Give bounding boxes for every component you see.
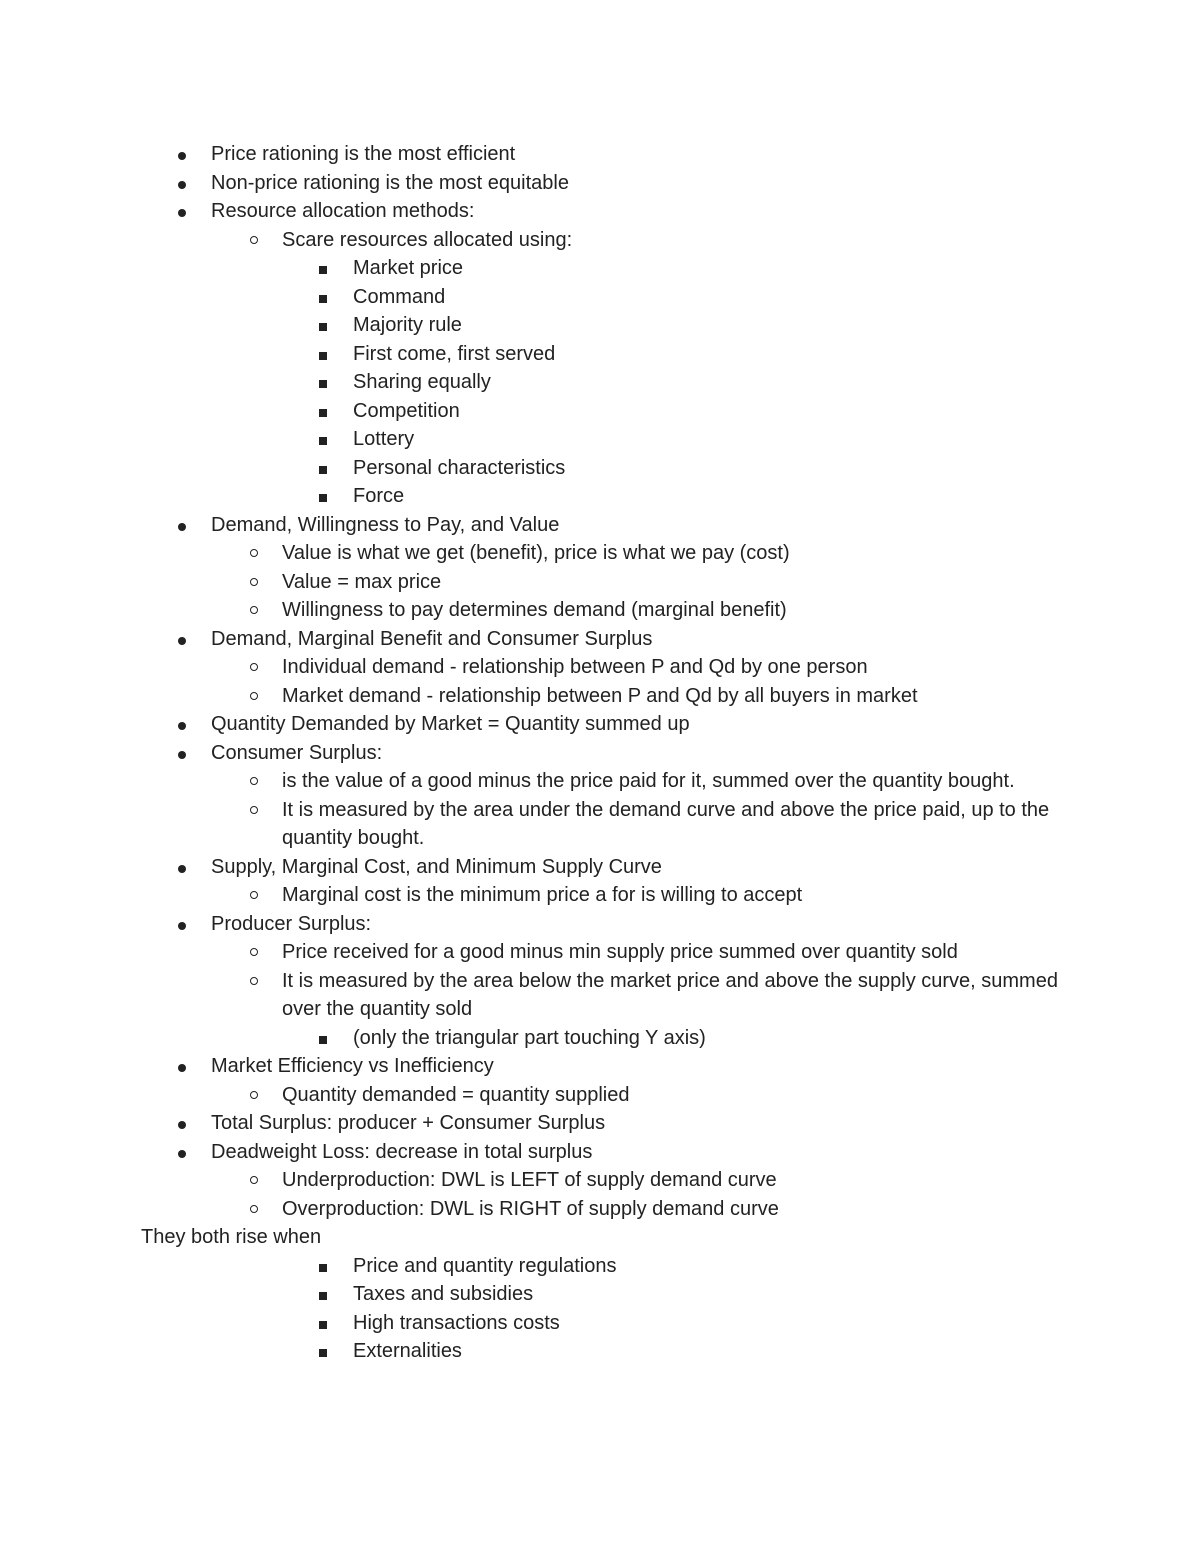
- list-item-text: Producer Surplus:: [211, 912, 372, 935]
- list-item-text: Underproduction: DWL is LEFT of supply demand curve: [282, 1169, 777, 1191]
- list-item-text: Resource allocation methods:: [211, 200, 475, 222]
- filled-circle-bullet-icon: [178, 637, 186, 645]
- list-item-level-2: [0, 796, 1200, 853]
- filled-circle-bullet-icon: [178, 865, 186, 873]
- list-item-level-2: [0, 226, 1200, 255]
- filled-circle-bullet-icon: [178, 751, 186, 759]
- hollow-circle-bullet-icon: [250, 806, 258, 814]
- list-item-text: Quantity demanded = quantity supplied: [282, 1083, 630, 1106]
- filled-circle-bullet-icon: [178, 181, 186, 189]
- hollow-circle-bullet-icon: [250, 891, 258, 899]
- list-item-level-1: [0, 1138, 1200, 1167]
- hollow-circle-bullet-icon: [250, 777, 258, 785]
- hollow-circle-bullet-icon: [250, 663, 258, 671]
- square-bullet-icon: [319, 1321, 327, 1329]
- square-bullet-icon: [319, 437, 327, 445]
- square-bullet-icon: [319, 409, 327, 417]
- list-item-level-1: [0, 1052, 1200, 1081]
- list-item-text: Supply, Marginal Cost, and Minimum Supply Curve: [211, 855, 662, 878]
- list-item-text: Personal characteristics: [353, 456, 566, 479]
- list-item-level-3: [0, 1280, 1200, 1309]
- list-item-text: Price and quantity regulations: [353, 1254, 617, 1277]
- list-item-level-2: [0, 539, 1200, 568]
- list-item-level-1: [0, 739, 1200, 768]
- list-item-text: Command: [353, 285, 446, 308]
- list-item-text: Individual demand - relationship between P and Qd by one person: [282, 656, 868, 678]
- filled-circle-bullet-icon: [178, 1121, 186, 1129]
- list-item-text: (only the triangular part touching Y axis): [353, 1026, 706, 1049]
- list-item-level-3: [0, 397, 1200, 426]
- list-item-level-2: [0, 881, 1200, 910]
- list-item-level-3: [0, 368, 1200, 397]
- list-item-level-3: [0, 482, 1200, 511]
- list-item-text: Price rationing is the most efficient: [211, 143, 516, 165]
- square-bullet-icon: [319, 352, 327, 360]
- list-item-level-2: [0, 767, 1200, 796]
- list-item-text: Value = max price: [282, 570, 442, 593]
- list-item-level-3: [0, 425, 1200, 454]
- list-item-text: Scare resources allocated using:: [282, 228, 573, 251]
- square-bullet-icon: [319, 466, 327, 474]
- list-item-level-2: [0, 1195, 1200, 1224]
- list-item-text: Quantity Demanded by Market = Quantity summed up: [211, 713, 690, 735]
- list-item-level-1: [0, 710, 1200, 739]
- list-item-level-1: [0, 140, 1200, 169]
- list-item-text: Force: [353, 485, 405, 507]
- list-item-level-1: [0, 625, 1200, 654]
- list-item-text: Price received for a good minus min supply price summed over quantity sold: [282, 941, 958, 963]
- list-item-level-3: [0, 1024, 1200, 1053]
- list-item-text: It is measured by the area below the market price and above the supply curve, summed over the quantity sold: [282, 969, 1058, 1020]
- list-item-level-2: [0, 568, 1200, 597]
- hollow-circle-bullet-icon: [250, 977, 258, 985]
- square-bullet-icon: [319, 1292, 327, 1300]
- list-item-text: Marginal cost is the minimum price a for is willing to accept: [282, 884, 803, 906]
- list-item-text: Demand, Marginal Benefit and Consumer Surplus: [211, 627, 653, 650]
- list-item-text: Majority rule: [353, 314, 462, 336]
- list-item-level-2: [0, 1166, 1200, 1195]
- list-item-text: is the value of a good minus the price paid for it, summed over the quantity bought.: [282, 770, 1015, 792]
- list-item-text: Deadweight Loss: decrease in total surplus: [211, 1140, 593, 1163]
- square-bullet-icon: [319, 1036, 327, 1044]
- list-item-level-2: [0, 938, 1200, 967]
- list-item-text: Value is what we get (benefit), price is what we pay (cost): [282, 542, 790, 564]
- square-bullet-icon: [319, 1349, 327, 1357]
- square-bullet-icon: [319, 295, 327, 303]
- list-item-text: Consumer Surplus:: [211, 741, 383, 764]
- list-item-text: Non-price rationing is the most equitable: [211, 171, 569, 194]
- list-item-level-3: [0, 311, 1200, 340]
- list-item-text: Market Efficiency vs Inefficiency: [211, 1055, 494, 1077]
- list-item-text: Total Surplus: producer + Consumer Surplus: [211, 1112, 606, 1134]
- list-item-level-3: [0, 1252, 1200, 1281]
- list-item-text: Market demand - relationship between P and Qd by all buyers in market: [282, 684, 918, 707]
- square-bullet-icon: [319, 380, 327, 388]
- list-item-level-3: [0, 454, 1200, 483]
- list-item-level-2: [0, 653, 1200, 682]
- hollow-circle-bullet-icon: [250, 578, 258, 586]
- list-item-text: Sharing equally: [353, 371, 491, 393]
- list-item-text: Competition: [353, 399, 460, 422]
- filled-circle-bullet-icon: [178, 209, 186, 217]
- hollow-circle-bullet-icon: [250, 236, 258, 244]
- hollow-circle-bullet-icon: [250, 1091, 258, 1099]
- list-item-level-2: [0, 682, 1200, 711]
- list-item-text: Willingness to pay determines demand (marginal benefit): [282, 599, 787, 621]
- square-bullet-icon: [319, 494, 327, 502]
- list-item-text: Overproduction: DWL is RIGHT of supply demand curve: [282, 1197, 779, 1220]
- list-item-text: Lottery: [353, 428, 415, 450]
- hollow-circle-bullet-icon: [250, 692, 258, 700]
- hollow-circle-bullet-icon: [250, 1176, 258, 1184]
- square-bullet-icon: [319, 1264, 327, 1272]
- list-item-level-2: [0, 1081, 1200, 1110]
- hollow-circle-bullet-icon: [250, 549, 258, 557]
- list-item-text: High transactions costs: [353, 1311, 560, 1334]
- list-item-level-3: [0, 1337, 1200, 1366]
- filled-circle-bullet-icon: [178, 152, 186, 160]
- list-item-level-2: [0, 596, 1200, 625]
- square-bullet-icon: [319, 323, 327, 331]
- paragraph: [0, 1223, 1200, 1252]
- hollow-circle-bullet-icon: [250, 606, 258, 614]
- square-bullet-icon: [319, 266, 327, 274]
- list-item-text: It is measured by the area under the demand curve and above the price paid, up to the quantity bought.: [282, 798, 1050, 849]
- list-item-level-1: [0, 197, 1200, 226]
- list-item-level-3: [0, 340, 1200, 369]
- hollow-circle-bullet-icon: [250, 1205, 258, 1213]
- filled-circle-bullet-icon: [178, 1064, 186, 1072]
- hollow-circle-bullet-icon: [250, 948, 258, 956]
- list-item-text: Market price: [353, 257, 464, 279]
- list-item-text: Taxes and subsidies: [353, 1283, 534, 1305]
- list-item-text: First come, first served: [353, 342, 556, 365]
- list-item-text: They both rise when: [141, 1226, 322, 1248]
- list-item-level-1: [0, 169, 1200, 198]
- filled-circle-bullet-icon: [178, 1150, 186, 1158]
- list-item-text: Externalities: [353, 1340, 462, 1362]
- list-item-level-2: [0, 967, 1200, 1024]
- list-item-level-1: [0, 910, 1200, 939]
- list-item-level-1: [0, 1109, 1200, 1138]
- filled-circle-bullet-icon: [178, 922, 186, 930]
- list-item-level-1: [0, 853, 1200, 882]
- list-item-level-3: [0, 283, 1200, 312]
- list-item-level-3: [0, 254, 1200, 283]
- notes-outline: [0, 140, 1200, 1366]
- list-item-level-3: [0, 1309, 1200, 1338]
- list-item-text: Demand, Willingness to Pay, and Value: [211, 513, 560, 536]
- filled-circle-bullet-icon: [178, 523, 186, 531]
- list-item-level-1: [0, 511, 1200, 540]
- filled-circle-bullet-icon: [178, 722, 186, 730]
